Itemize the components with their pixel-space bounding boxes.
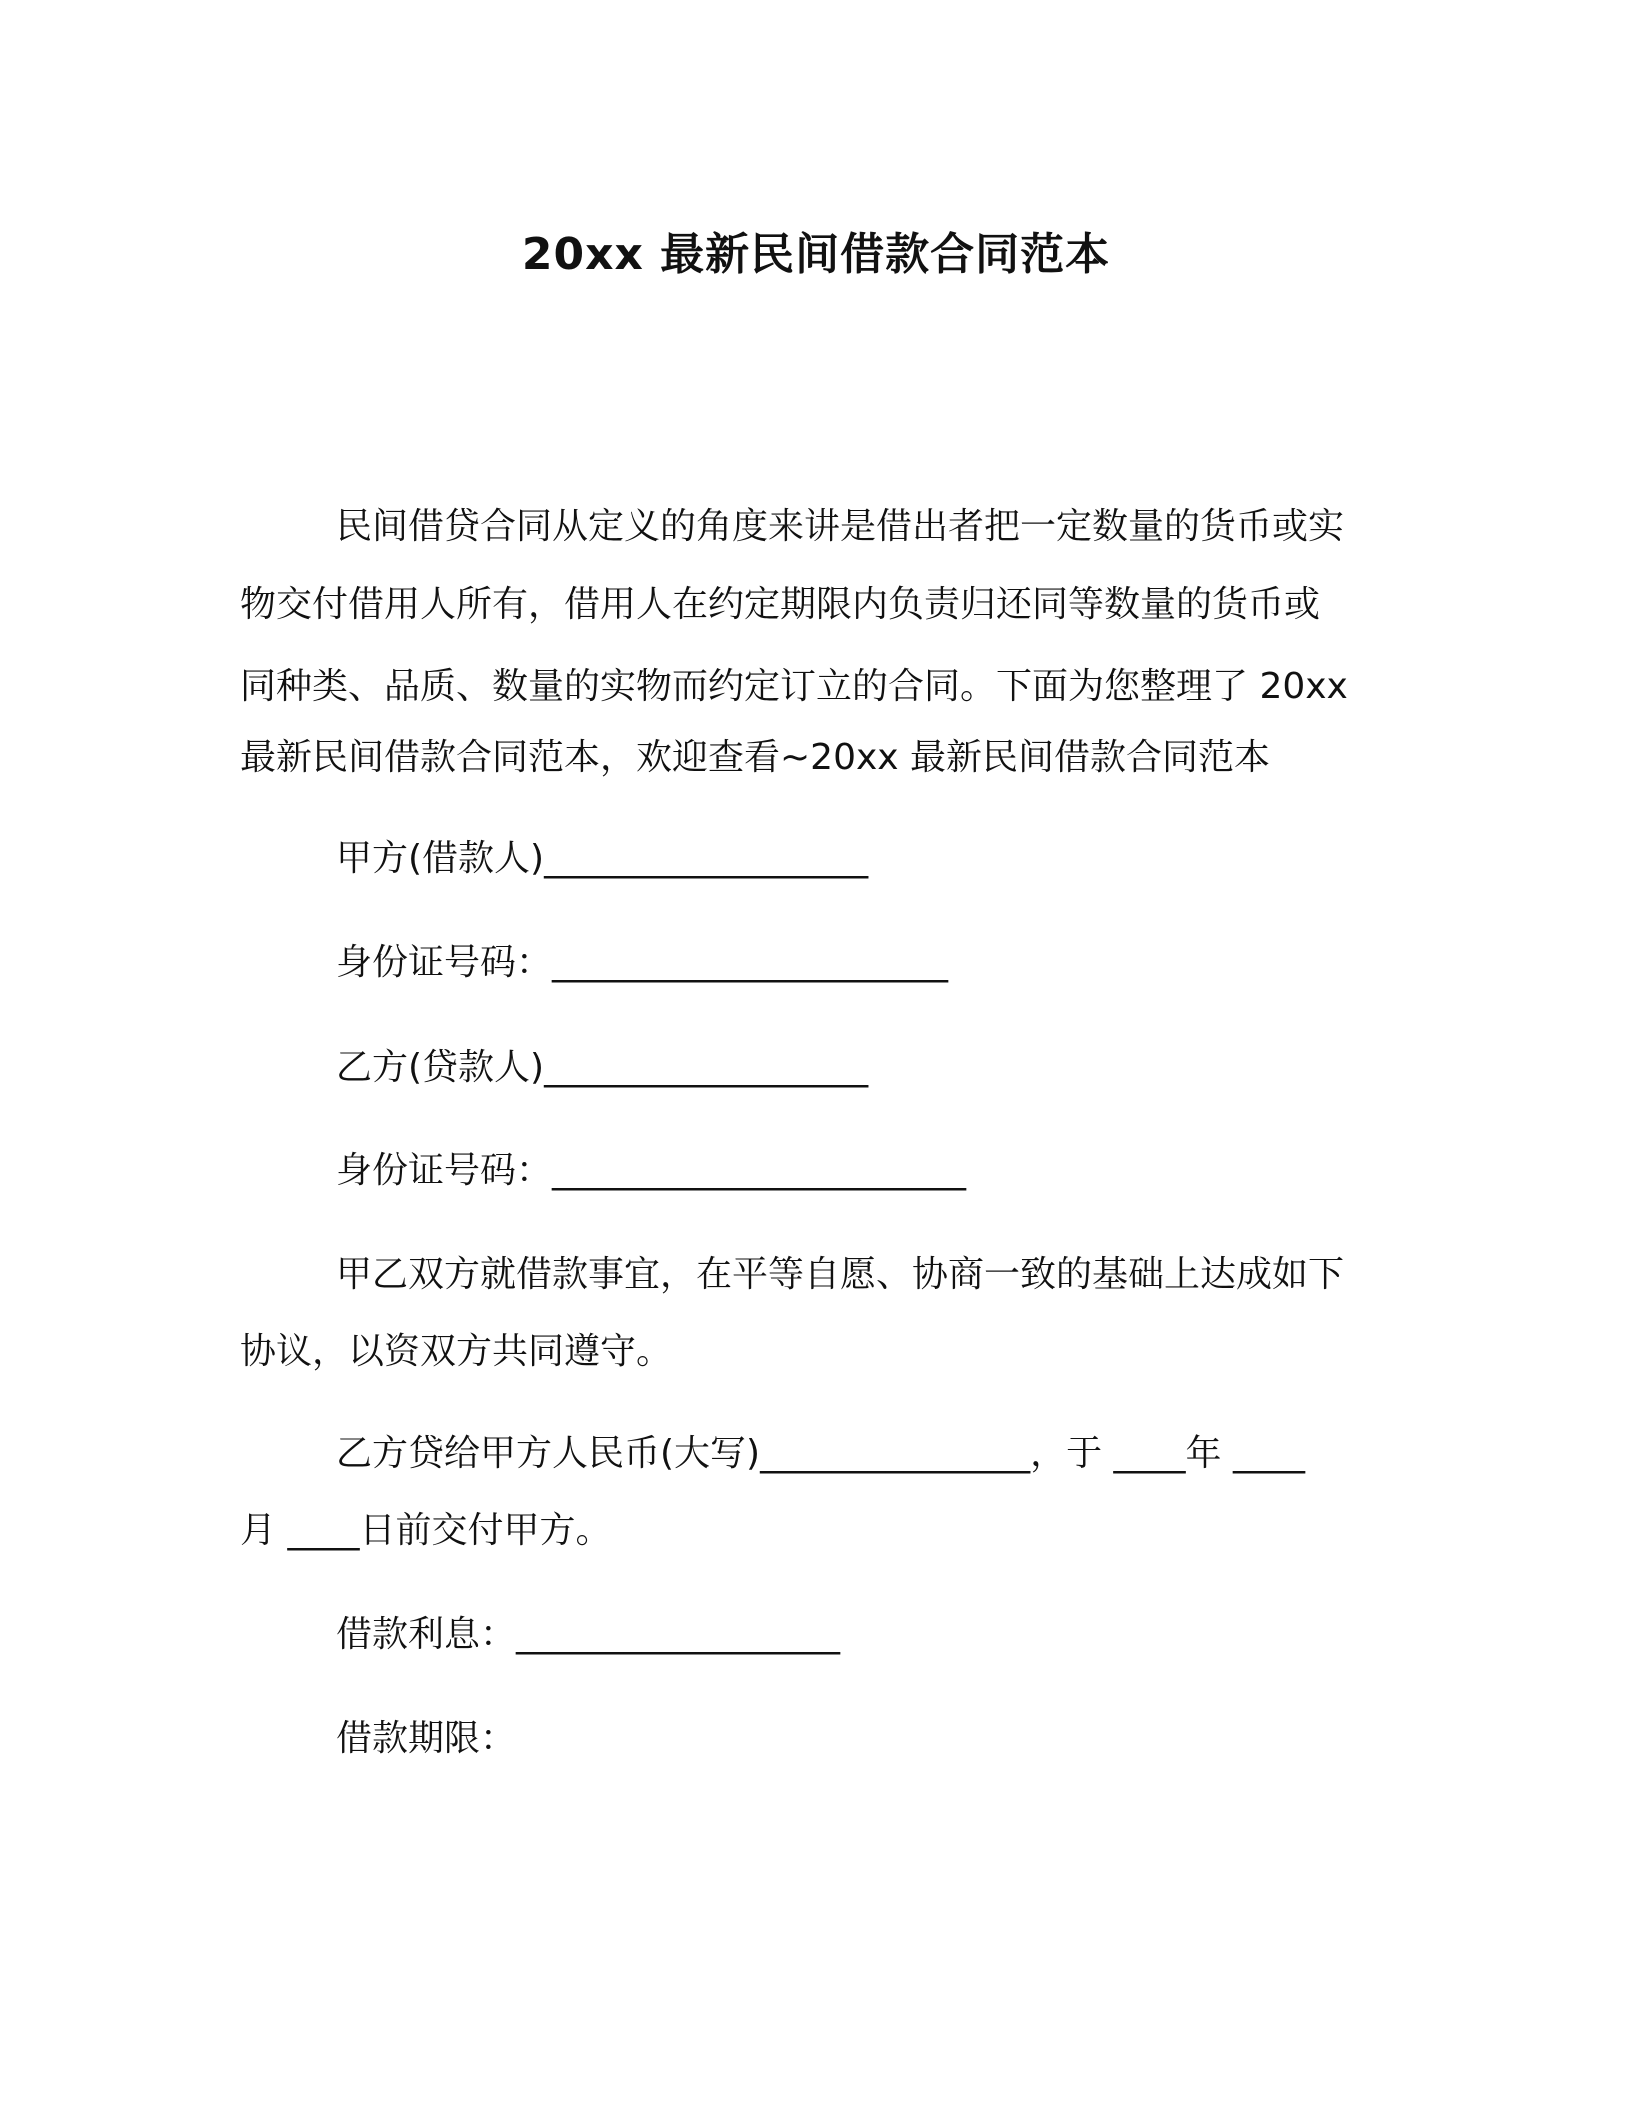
intro-line-1: 民间借贷合同从定义的角度来讲是借出者把一定数量的货币或实 [336, 506, 1345, 547]
intro-line-4: 最新民间借款合同范本，欢迎查看~20xx 最新民间借款合同范本 [240, 737, 1271, 778]
party-b-id-field: 身份证号码：_______________________ [336, 1150, 967, 1191]
party-a-id-field: 身份证号码：______________________ [336, 942, 949, 983]
agreement-line-2: 协议，以资双方共同遵守。 [240, 1331, 673, 1372]
loan-amount-line-1: 乙方贷给甲方人民币(大写)_______________，于 ____年 ____ [336, 1433, 1305, 1474]
intro-line-2: 物交付借用人所有，借用人在约定期限内负责归还同等数量的货币或 [240, 584, 1321, 625]
loan-amount-line-2: 月 ____日前交付甲方。 [240, 1510, 612, 1551]
document-title: 20xx 最新民间借款合同范本 [521, 229, 1111, 280]
party-a-field: 甲方(借款人)__________________ [336, 838, 869, 879]
party-b-field: 乙方(贷款人)__________________ [336, 1047, 869, 1088]
intro-line-3: 同种类、品质、数量的实物而约定订立的合同。下面为您整理了 20xx [240, 666, 1348, 707]
interest-field: 借款利息：__________________ [336, 1614, 841, 1655]
term-field: 借款期限： [336, 1718, 517, 1759]
agreement-line-1: 甲乙双方就借款事宜，在平等自愿、协商一致的基础上达成如下 [336, 1254, 1345, 1295]
